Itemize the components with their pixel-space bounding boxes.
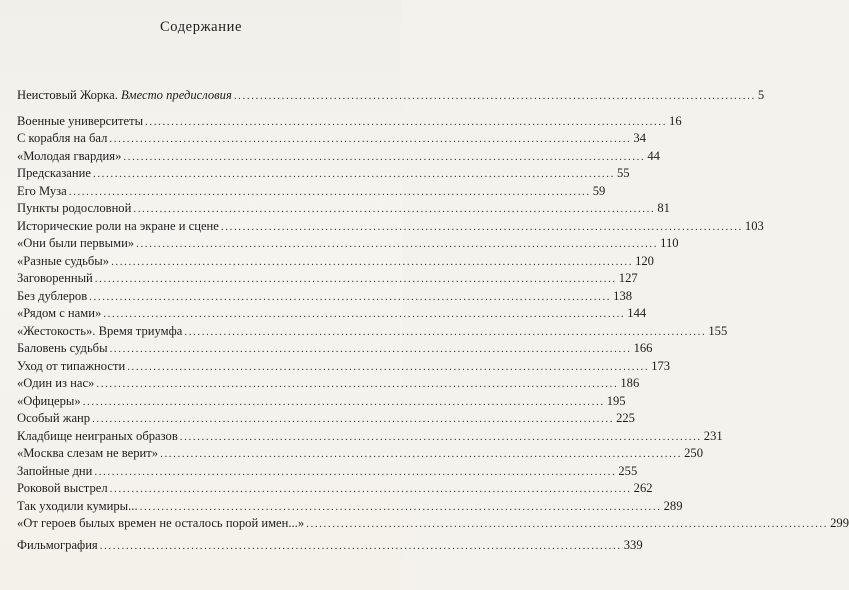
toc-entry-title: [17, 375, 94, 392]
toc-entry-title-text: Кладбище неиграных образов: [17, 429, 178, 443]
toc-entry-page-number: 44: [647, 149, 660, 163]
toc-entry-page-number: 255: [618, 464, 638, 478]
toc-entry-page-number: 166: [633, 341, 653, 355]
toc-entry-title: [17, 253, 109, 270]
toc-entry-page-number: 81: [657, 201, 670, 215]
page-title: Содержание: [160, 19, 242, 35]
toc-entry-subtitle: Вместо предисловия: [121, 88, 232, 102]
toc-entry-title: [17, 410, 90, 427]
dot-leader: ........................................................................................................................: [179, 431, 702, 443]
toc-entry-title-text: «Молодая гвардия»: [17, 149, 122, 163]
toc-entry-page-number: 250: [684, 446, 703, 460]
toc-entry-title: [17, 200, 131, 217]
toc-entry: [17, 288, 633, 305]
toc-entry-title: [17, 218, 219, 235]
toc-entry-page-number: 34: [633, 131, 646, 145]
toc-entry-title-text: Исторические роли на экране и сцене: [17, 219, 219, 233]
dot-leader: ........................................................................................................................: [94, 466, 617, 478]
toc-entry-title: [17, 165, 91, 182]
dot-leader: ........................................................................................................................: [92, 168, 615, 180]
dot-leader: ........................................................................................................................: [89, 291, 612, 303]
toc-entry-title-text: Заговоренный: [17, 271, 93, 285]
toc-entry-title-text: Уход от типажности: [17, 359, 126, 373]
toc-entry: [17, 340, 653, 357]
toc-entry-page-number: 262: [633, 481, 653, 495]
dot-leader: ........................................................................................................................: [145, 116, 668, 128]
toc-entry-page-number: 59: [592, 184, 606, 198]
toc-entry-page-number: 16: [669, 114, 682, 128]
toc-entry: [17, 393, 626, 410]
toc-entry-title: [17, 113, 143, 130]
toc-entry: [17, 358, 671, 375]
toc-entry: [17, 410, 635, 427]
dot-leader: ........................................................................................................................: [184, 326, 707, 338]
dot-leader: ........................................................................................................................: [109, 343, 632, 355]
toc-entry: [17, 323, 728, 340]
toc-entry-title: [17, 130, 107, 147]
toc-entry-title-text: «Жестокость». Время триумфа: [17, 324, 183, 338]
toc-entry-title: [17, 340, 108, 357]
toc-entry: [17, 235, 679, 252]
toc-entry-page-number: 110: [660, 236, 679, 250]
toc-entry-title: [17, 148, 121, 165]
toc-entry-page-number: 120: [635, 254, 654, 268]
toc-entry-title-text: «Разные судьбы»: [17, 254, 110, 268]
toc-entry-title-text: С корабля на бал: [17, 131, 108, 145]
toc-entry-title-text: Без дублеров: [17, 289, 88, 303]
toc-entry-title: [17, 480, 108, 497]
toc-entry: [17, 87, 765, 104]
dot-leader: ........................................................................................................................: [109, 483, 632, 495]
dot-leader: ........................................................................................................................: [160, 448, 683, 460]
toc-entry: [17, 218, 764, 235]
toc-entry-title-text: Пункты родословной: [17, 201, 132, 215]
toc-entry-page-number: 339: [623, 538, 643, 552]
dot-leader: ........................................................................................................................: [82, 396, 605, 408]
toc-entry-title-text: Военные университеты: [17, 114, 144, 128]
toc-entry-title-text: Особый жанр: [17, 411, 91, 425]
toc-entry: [17, 270, 638, 287]
toc-entry-page-number: 55: [616, 166, 630, 180]
toc-entry: [17, 148, 660, 165]
dot-leader: ........................................................................................................................: [123, 151, 646, 163]
toc-entry-title-text: Неистовый Жорка.: [17, 88, 121, 102]
toc-entry: [17, 498, 683, 515]
dot-leader: ........................................................................................................................: [136, 238, 659, 250]
dot-leader: ........................................................................................................................: [68, 186, 591, 198]
toc-entry-page-number: 138: [613, 289, 633, 303]
toc-entry: [17, 515, 849, 532]
dot-leader: ........................................................................................................................: [127, 361, 650, 373]
dot-leader: ........................................................................................................................: [103, 308, 626, 320]
toc-entry-page-number: 231: [703, 429, 723, 443]
dot-leader: ........................................................................................................................: [109, 133, 632, 145]
dot-leader: ........................................................................................................................: [99, 540, 622, 552]
toc-entry-page-number: 195: [606, 394, 626, 408]
toc-entry-title-text: «Москва слезам не верит»: [17, 446, 159, 460]
toc-entry-page-number: 127: [618, 271, 638, 285]
toc-entry: [17, 537, 643, 554]
dot-leader: ........................................................................................................................: [111, 256, 634, 268]
toc-entry-title: [17, 305, 101, 322]
toc-entry-page-number: 186: [620, 376, 640, 390]
toc-entry-title-text: Запойные дни: [17, 464, 93, 478]
toc-entry-page-number: 225: [616, 411, 635, 425]
dot-leader: ........................................................................................................................: [133, 203, 656, 215]
dot-leader: ........................................................................................................................: [96, 378, 619, 390]
toc-entry: [17, 253, 654, 270]
toc-entry: [17, 130, 646, 147]
toc-entry: [17, 445, 703, 462]
toc-entry-title-text: «Рядом с нами»: [17, 306, 102, 320]
toc-entry-title-text: Предсказание: [17, 166, 91, 180]
toc-entry-page-number: 103: [744, 219, 764, 233]
dot-leader: ........................................................................................................................: [220, 221, 743, 233]
dot-leader: ........................................................................................................................: [306, 518, 829, 530]
toc-entry-title-text: Его Муза: [17, 184, 67, 198]
toc-entry-title: [17, 270, 93, 287]
dot-leader: ........................................................................................................................: [94, 273, 617, 285]
toc-entry-title: [17, 537, 98, 554]
toc-entry-title-text: «Офицеры»: [17, 394, 81, 408]
toc-entry-page-number: 299: [830, 516, 849, 530]
toc-entry-title: [17, 445, 158, 462]
toc-entry-title: [17, 183, 67, 200]
toc-entry-page-number: 5: [757, 88, 765, 102]
toc-entry-title: [17, 235, 134, 252]
toc-entry-page-number: 144: [627, 306, 647, 320]
toc-entry-title-text: Роковой выстрел: [17, 481, 108, 495]
toc-entry: [17, 113, 682, 130]
toc-entry-title-text: «От героев былых времен не осталось порой имен...»: [17, 516, 305, 530]
toc-entry-title: [17, 463, 92, 480]
toc-entry-title: [17, 87, 232, 104]
toc-entry-page-number: 173: [651, 359, 671, 373]
toc-entry: [17, 165, 630, 182]
toc-entry-title-text: Баловень судьбы: [17, 341, 108, 355]
dot-leader: ........................................................................................................................: [92, 413, 615, 425]
toc-entry-title: [17, 288, 87, 305]
dot-leader: ........................................................................................................................: [139, 501, 662, 513]
toc-entry: [17, 463, 638, 480]
toc-entry-title: [17, 323, 182, 340]
toc-entry-title-text: «Они были первыми»: [17, 236, 135, 250]
toc-entry: [17, 200, 670, 217]
toc-entry: [17, 183, 606, 200]
toc-entry: [17, 375, 640, 392]
toc-entry-title-text: Фильмография: [17, 538, 98, 552]
dot-leader: ........................................................................................................................: [233, 90, 756, 102]
toc-entry-title: [17, 498, 138, 515]
toc-entry-page-number: 155: [708, 324, 728, 338]
toc-entry-title: [17, 358, 125, 375]
toc-entry: [17, 305, 647, 322]
toc-entry: [17, 428, 723, 445]
toc-entry-title: [17, 428, 178, 445]
toc-entry-title: [17, 393, 81, 410]
toc-entry-title-text: Так уходили кумиры...: [17, 499, 138, 513]
toc-entry-title-text: «Один из нас»: [17, 376, 95, 390]
toc-entry: [17, 480, 653, 497]
toc-entry-page-number: 289: [663, 499, 683, 513]
toc-entry-title: [17, 515, 304, 532]
